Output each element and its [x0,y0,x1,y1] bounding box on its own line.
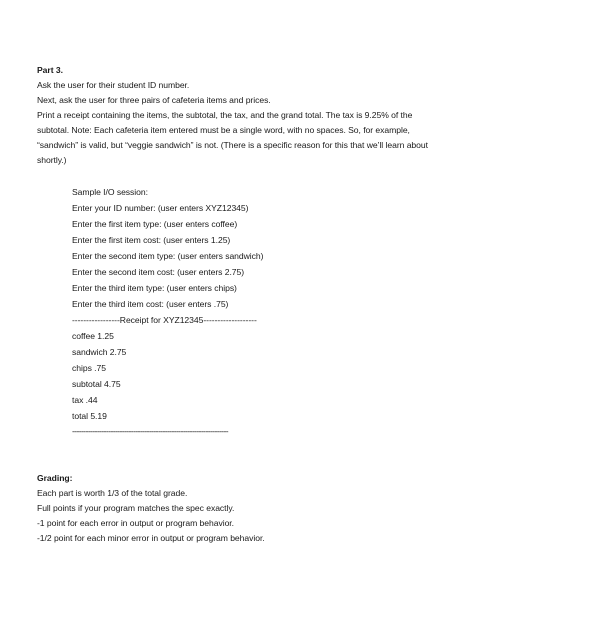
receipt-line: subtotal 4.75 [72,379,121,389]
receipt-line: coffee 1.25 [72,331,114,341]
receipt-line: chips .75 [72,363,106,373]
receipt-header: -----------------Receipt for XYZ12345------------------- [72,315,257,325]
grading-line: -1/2 point for each minor error in output or program behavior. [37,533,265,543]
part3-heading: Part 3. [37,65,63,75]
receipt-line: sandwich 2.75 [72,347,127,357]
part3-line: Ask the user for their student ID number. [37,80,190,90]
grading-line: -1 point for each error in output or program behavior. [37,518,234,528]
sample-line: Enter the first item cost: (user enters 1.25) [72,235,231,245]
receipt-line: total 5.19 [72,411,107,421]
sample-line: Enter your ID number: (user enters XYZ12345) [72,203,249,213]
grading-heading: Grading: [37,473,73,483]
sample-line: Enter the third item cost: (user enters .75) [72,299,229,309]
part3-line: “sandwich” is valid, but “veggie sandwich” is not. (There is a specific reason for this that we’ll learn about [37,140,428,150]
part3-line: shortly.) [37,155,67,165]
part3-line: Print a receipt containing the items, the subtotal, the tax, and the grand total. The tax is 9.25% of the [37,110,413,120]
sample-title: Sample I/O session: [72,187,148,197]
sample-line: Enter the first item type: (user enters coffee) [72,219,238,229]
part3-line: subtotal. Note: Each cafeteria item entered must be a single word, with no spaces. So, for example, [37,125,410,135]
grading-line: Each part is worth 1/3 of the total grade. [37,488,188,498]
sample-line: Enter the second item type: (user enters sandwich) [72,251,264,261]
sample-line: Enter the second item cost: (user enters 2.75) [72,267,245,277]
sample-line: Enter the third item type: (user enters chips) [72,283,237,293]
receipt-line: tax .44 [72,395,98,405]
part3-line: Next, ask the user for three pairs of cafeteria items and prices. [37,95,271,105]
grading-line: Full points if your program matches the spec exactly. [37,503,235,513]
receipt-separator: --------------------------------------------------------------------- [72,426,229,436]
